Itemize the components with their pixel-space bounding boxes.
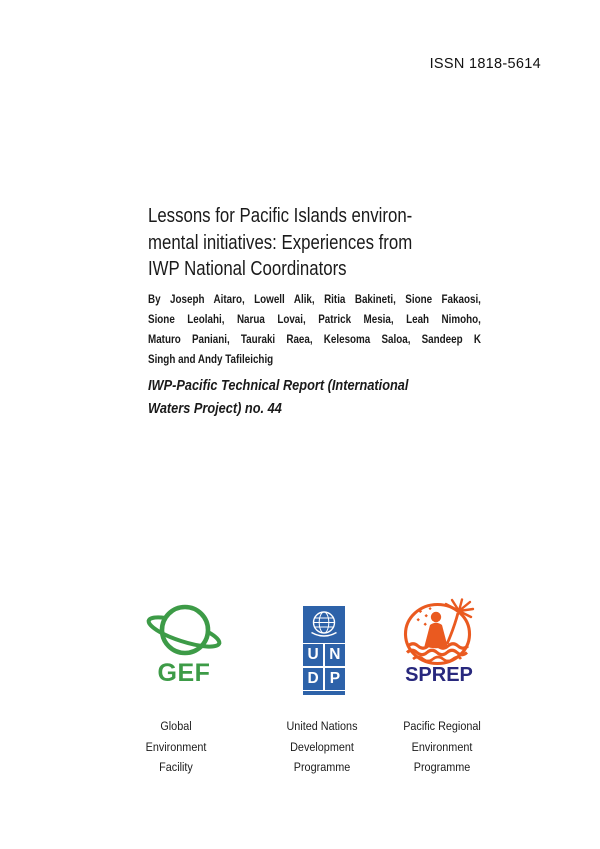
undp-caption-line-3: Programme (293, 760, 351, 775)
authors-line-3: Maturo Paniani, Tauraki Raea, Kelesoma Saloa, Sandeep K (148, 332, 481, 346)
undp-wordmark (303, 643, 345, 691)
sprep-logo (399, 598, 479, 686)
undp-letter-n: N (325, 644, 345, 666)
gef-logo (142, 601, 226, 685)
title-line-3: IWP National Coordinators (148, 258, 347, 280)
gef-globe-icon (142, 601, 226, 661)
title-line-1: Lessons for Pacific Islands environ- (148, 205, 413, 227)
issn-number: ISSN 1818-5614 (429, 56, 541, 72)
series-line-1: IWP-Pacific Technical Report (International (148, 378, 409, 394)
undp-letter-p: P (325, 668, 345, 690)
undp-caption (256, 716, 388, 778)
gef-caption (110, 716, 242, 778)
sprep-emblem-icon (399, 598, 479, 667)
sprep-caption-line-3: Programme (413, 760, 471, 775)
gef-caption-line-1: Global (160, 719, 192, 733)
series-line-2: Waters Project) no. 44 (148, 400, 282, 417)
report-series-title (148, 375, 408, 420)
report-title (148, 203, 412, 283)
undp-caption-line-2: Development (290, 739, 354, 754)
sprep-wordmark: SPREP (405, 664, 473, 686)
gef-caption-line-2: Environment (145, 739, 207, 754)
sprep-caption-line-1: Pacific Regional (403, 719, 481, 733)
gef-caption-line-3: Facility (159, 760, 193, 775)
un-emblem-icon (303, 606, 345, 643)
undp-letter-d: D (303, 668, 323, 690)
undp-letter-u: U (303, 644, 323, 666)
authors-list (148, 289, 481, 369)
authors-line-4: Singh and Andy Tafileichig (148, 352, 274, 366)
sprep-caption-line-2: Environment (411, 739, 473, 754)
undp-caption-line-1: United Nations (286, 719, 358, 733)
undp-logo (303, 606, 345, 695)
authors-line-1: By Joseph Aitaro, Lowell Alik, Ritia Bakineti, Sione Fakaosi, (148, 292, 481, 306)
title-line-2: mental initiatives: Experiences from (148, 231, 413, 254)
authors-line-2: Sione Leolahi, Narua Lovai, Patrick Mesia, Leah Nimoho, (148, 312, 481, 326)
gef-wordmark: GEF (157, 659, 211, 687)
sprep-caption (376, 716, 508, 778)
